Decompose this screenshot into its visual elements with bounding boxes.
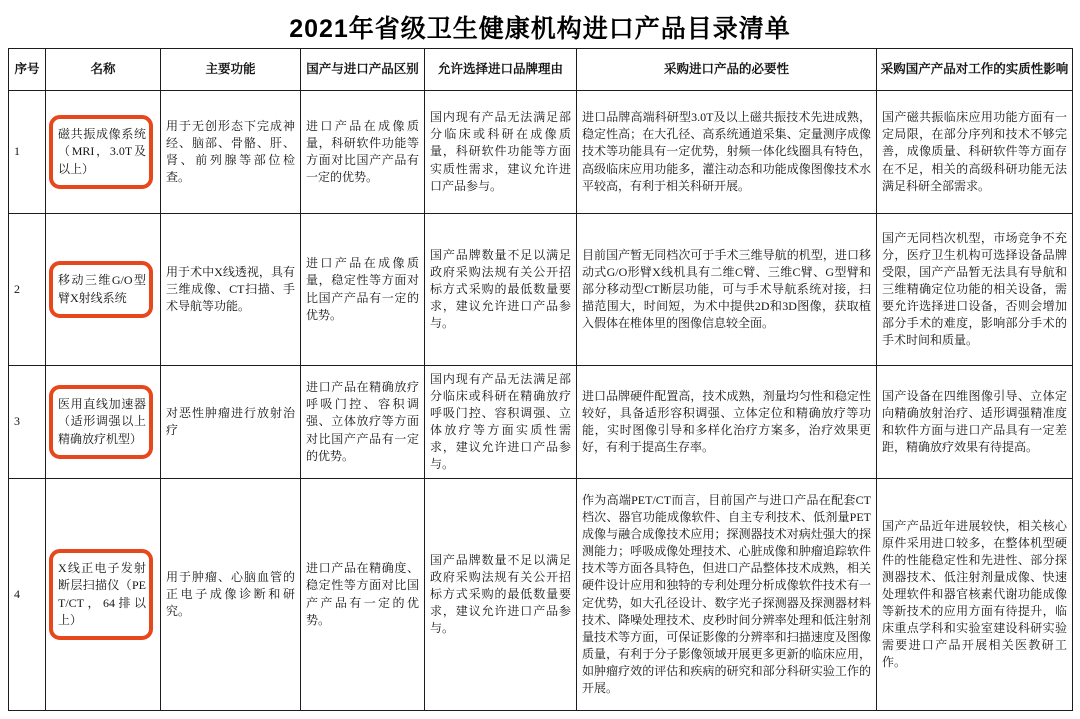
table-header-row <box>9 49 1073 91</box>
row4-import-reason: 国产品牌数量不足以满足政府采购法规有关公开招标方式采购的最低数量要求，建议允许进口产品参与。 <box>425 479 577 711</box>
row3-necessity: 进口品牌硬件配置高，技术成熟，剂量均匀性和稳定性较好，具备适形容积调强、立体定位和精确放疗等功能，实时图像引导和多样化治疗方案多，治疗效果更好，有利于提高生存率。 <box>577 366 877 479</box>
row4-difference: 进口产品在精确度、稳定性等方面对比国产产品有一定的优势。 <box>301 479 425 711</box>
row4-necessity: 作为高端PET/CT而言，目前国产与进口产品在配套CT档次、器官功能成像软件、自主专利技术、低剂量PET成像与融合成像技术应用；探测器技术对病灶强大的探测能力；呼吸成像处理技术、心脏成像和肿瘤追踪软件技术等方面各具特色，但进口产品整体技术成熟，相关硬件设计应用和独特的专利处理分析成像软件技术有一定优势，如大孔径设计、数字光子探测器及探测器材料技术、降噪处理技术、皮秒时间分辨率处理和低注射剂量技术等方面，可保证影像的分辨率和扫描速度及图像质量，有利于分子影像领域开展更多更新的临床应用，如肿瘤疗效的评估和疾病的研究和部分科研实验工作的开展。 <box>577 479 877 711</box>
header-no: 序号 <box>9 49 46 91</box>
row4-impact: 国产产品近年进展较快，相关核心原件采用进口较多，在整体机型硬件的性能稳定性和先进性、部分探测器技术、低注射剂量成像、快速处理软件和器官核素代谢功能成像等新技术的应用方面有待提升，临床重点学科和实验室建设科研实验需要进口产品开展相关医教研工作。 <box>877 479 1073 711</box>
table-row <box>9 366 1073 479</box>
row4-product-name-cell <box>46 479 161 711</box>
row2-impact: 国产无同档次机型，市场竞争不充分，医疗卫生机构可选择设备品牌受限，国产产品暂无法具有导航和三维精确定位功能的相关设备，需要允许选择进口设备，否则会增加部分手术的难度，影响部分手术的手术时间和质量。 <box>877 214 1073 366</box>
row2-product-name-cell <box>46 214 161 366</box>
page-title: 2021年省级卫生健康机构进口产品目录清单 <box>289 15 791 43</box>
row1-difference: 进口产品在成像质量，科研软件功能等方面对比国产产品有一定的优势。 <box>301 91 425 214</box>
row3-product-name-cell <box>46 366 161 479</box>
header-name: 名称 <box>46 49 161 91</box>
row3-main-function: 对恶性肿瘤进行放射治疗 <box>161 366 301 479</box>
highlight-box <box>49 385 153 459</box>
header-difference: 国产与进口产品区别 <box>301 49 425 91</box>
header-reason: 允许选择进口品牌理由 <box>425 49 577 91</box>
row3-impact: 国产设备在四维图像引导、立体定向精确放射治疗、适形调强精准度和软件方面与进口产品具有一定差距，精确放疗效果有待提高。 <box>877 366 1073 479</box>
row1-necessity: 进口品牌高端科研型3.0T及以上磁共振技术先进成熟，稳定性高；在大孔径、高系统通道采集、定量测序成像技术等功能具有一定优势，射频一体化线圈具有特色，高级临床应用功能多，灌注动态和功能成像图像技术水平较高，有利于相关科研开展。 <box>577 91 877 214</box>
row2-main-function: 用于术中X线透视，具有三维成像、CT扫描、手术导航等功能。 <box>161 214 301 366</box>
row4-number: 4 <box>9 479 46 711</box>
header-necessity: 采购进口产品的必要性 <box>577 49 877 91</box>
row1-product-name-cell <box>46 91 161 214</box>
row2-number: 2 <box>9 214 46 366</box>
table-row <box>9 479 1073 711</box>
highlight-box <box>49 549 153 641</box>
table-row <box>9 214 1073 366</box>
row4-main-function: 用于肿瘤、心脑血管的正电子成像诊断和研究。 <box>161 479 301 711</box>
row3-product-name: 医用直线加速器（适形调强以上精确放疗机型） <box>58 396 146 446</box>
row4-product-name: X线正电子发射断层扫描仪（PET/CT，64排以上） <box>58 560 146 627</box>
highlight-box <box>49 115 153 189</box>
row2-difference: 进口产品在成像质量，稳定性等方面对比国产产品有一定的优势。 <box>301 214 425 366</box>
header-function: 主要功能 <box>161 49 301 91</box>
row2-product-name: 移动三维G/O型臂X射线系统 <box>58 273 146 305</box>
row1-impact: 国产磁共振临床应用功能方面有一定局限，在部分序列和技术不够完善，成像质量、科研软件等方面存在不足，相关的高级科研功能无法满足科研全部需求。 <box>877 91 1073 214</box>
row3-number: 3 <box>9 366 46 479</box>
highlight-box <box>49 261 153 318</box>
row1-main-function: 用于无创形态下完成神经、脑部、骨骼、肝、肾、前列腺等部位检查。 <box>161 91 301 214</box>
row1-number: 1 <box>9 91 46 214</box>
row3-difference: 进口产品在精确放疗呼吸门控、容积调强、立体放疗等方面对比国产产品有一定的优势。 <box>301 366 425 479</box>
row1-import-reason: 国内现有产品无法满足部分临床或科研在成像质量，科研软件功能等方面实质性需求，建议允许进口产品参与。 <box>425 91 577 214</box>
row2-necessity: 目前国产暂无同档次可于手术三维导航的机型，进口移动式G/O形臂X线机具有二维C臂、三维C臂、G型臂和部分移动型CT断层功能，可与手术导航系统对接，扫描范围大，时间短，为术中提供2D和3D图像，获取植入假体在椎体里的图像信息较全面。 <box>577 214 877 366</box>
row3-import-reason: 国内现有产品无法满足部分临床或科研在精确放疗呼吸门控、容积调强、立体放疗等方面实质性需求，建议允许进口产品参与。 <box>425 366 577 479</box>
catalog-table <box>8 48 1073 711</box>
header-impact: 采购国产产品对工作的实质性影响 <box>877 49 1073 91</box>
row2-import-reason: 国产品牌数量不足以满足政府采购法规有关公开招标方式采购的最低数量要求，建议允许进口产品参与。 <box>425 214 577 366</box>
table-row <box>9 91 1073 214</box>
row1-product-name: 磁共振成像系统（MRI，3.0T及以上） <box>58 126 146 176</box>
